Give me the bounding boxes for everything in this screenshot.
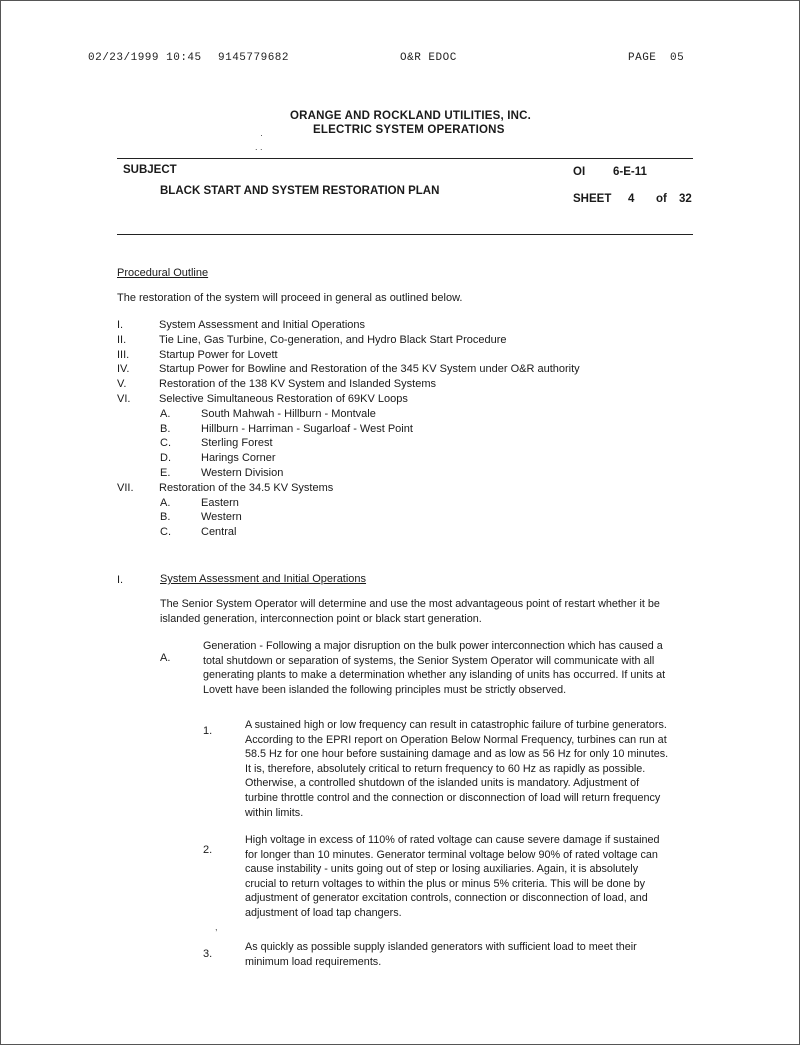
subitem-2-paragraph <box>245 833 660 921</box>
outline-item-text: Western Division <box>201 467 284 479</box>
subitem-3-number: 3. <box>203 948 213 960</box>
outline-intro: The restoration of the system will proceed in general as outlined below. <box>117 292 463 304</box>
subitem-1-paragraph <box>245 718 668 820</box>
subitem-2-number: 2. <box>203 844 213 856</box>
subitem-3-paragraph <box>245 940 637 969</box>
paragraph-line: High voltage in excess of 110% of rated voltage can cause severe damage if sustained <box>245 834 660 846</box>
paragraph-line: minimum load requirements. <box>245 955 382 968</box>
outline-item-text: Hillburn - Harriman - Sugarloaf - West Point <box>201 422 413 435</box>
paragraph-line: 58.5 Hz for one hour before sustaining damage and as low as 56 Hz for only 10 minutes. <box>245 748 669 761</box>
outline-item-number: C. <box>160 437 171 450</box>
fax-page-label: PAGE <box>628 52 657 64</box>
sheet-number: 4 <box>628 193 635 205</box>
outline-item-number: VI. <box>117 393 131 405</box>
paragraph-line: islanded generation, interconnection point or black start generation. <box>160 612 482 625</box>
scan-speck: , <box>215 922 218 932</box>
section-heading: System Assessment and Initial Operations <box>160 573 367 585</box>
scan-speck: . . <box>255 142 263 152</box>
outline-item-text: Startup Power for Bowline and Restoration of the 345 KV System under O&R authority <box>159 363 580 376</box>
paragraph-line: for longer than 10 minutes. Generator terminal voltage below 90% of rated voltage can <box>245 848 658 861</box>
outline-item-number: A. <box>160 407 171 420</box>
outline-item-number: III. <box>117 348 130 361</box>
outline-item-text: Restoration of the 34.5 KV Systems <box>159 481 334 494</box>
section-number: I. <box>117 574 124 586</box>
outline-item-text: Eastern <box>201 496 239 509</box>
paragraph-line: As quickly as possible supply islanded generators with sufficient load to meet their <box>245 941 637 953</box>
outline-item-number: A. <box>160 496 171 509</box>
subject-label: SUBJECT <box>123 164 177 176</box>
section-intro-paragraph <box>160 597 660 626</box>
paragraph-line: cause instability - units going out of step or losing auxiliaries. Again, it is absolutely <box>245 863 639 876</box>
outline-item-text: Sterling Forest <box>201 437 273 450</box>
outline-item-number: D. <box>160 452 171 465</box>
header-top-rule <box>117 158 693 159</box>
fax-page-number: 05 <box>670 52 685 64</box>
doc-code-label: OI <box>573 166 586 178</box>
outline-item-text: Western <box>201 511 242 524</box>
outline-item-text: Tie Line, Gas Turbine, Co-generation, and Hydro Black Start Procedure <box>159 333 507 346</box>
outline-item-number: B. <box>160 422 171 435</box>
paragraph-line: crucial to return voltages to within the plus or minus 5% criteria. This will be done by <box>245 877 646 890</box>
company-name: ORANGE AND ROCKLAND UTILITIES, INC. <box>290 110 532 122</box>
paragraph-line: generating plants to make a determination whether any islanding of units has occurred. If units at <box>203 669 666 682</box>
subject-title: BLACK START AND SYSTEM RESTORATION PLAN <box>160 185 440 197</box>
outline-item-number: C. <box>160 526 171 539</box>
paragraph-line: turbine throttle control and the connection or disconnection of load will return frequency <box>245 791 661 804</box>
outline-item-text: Harings Corner <box>201 452 276 465</box>
paragraph-line: Generation - Following a major disruption on the bulk power interconnection which has caused a <box>203 640 663 652</box>
paragraph-line: Lovett have been islanded the following principles must be strictly observed. <box>203 683 567 696</box>
outline-item-text: Selective Simultaneous Restoration of 69KV Loops <box>159 393 408 405</box>
fax-number: 9145779682 <box>218 52 290 64</box>
paragraph-line: A sustained high or low frequency can result in catastrophic failure of turbine generators. <box>245 719 667 731</box>
outline-item-number: VII. <box>117 481 134 494</box>
fax-datetime: 02/23/1999 10:45 <box>88 52 202 64</box>
paragraph-line: total shutdown or separation of systems, the Senior System Operator will communicate with all <box>203 654 655 667</box>
outline-item-number: B. <box>160 511 171 524</box>
sheet-of: of <box>656 193 667 205</box>
scan-speck: · <box>260 130 263 140</box>
paragraph-line: within limits. <box>245 806 304 819</box>
item-a-number: A. <box>160 652 171 664</box>
fax-sender: O&R EDOC <box>400 52 457 64</box>
paragraph-line: According to the EPRI report on Operation Below Normal Frequency, turbines can run at <box>245 733 667 746</box>
outline-item-number: V. <box>117 378 127 391</box>
outline-item-text: Startup Power for Lovett <box>159 348 278 361</box>
outline-item-number: IV. <box>117 363 130 376</box>
paragraph-line: The Senior System Operator will determine and use the most advantageous point of restart whether it be <box>160 598 660 610</box>
sheet-label: SHEET <box>573 193 612 205</box>
outline-item-text: Central <box>201 526 237 539</box>
outline-item-text: Restoration of the 138 KV System and Islanded Systems <box>159 378 436 391</box>
paragraph-line: adjustment of generator excitation controls, connection or disconnection of load, and <box>245 892 648 905</box>
outline-item-text: System Assessment and Initial Operations <box>159 319 366 331</box>
paragraph-line: Otherwise, a controlled shutdown of the islanded units is mandatory. Adjustment of <box>245 777 640 790</box>
sheet-total: 32 <box>679 193 692 205</box>
outline-item-number: E. <box>160 467 171 479</box>
outline-item-number: I. <box>117 319 124 331</box>
department-name: ELECTRIC SYSTEM OPERATIONS <box>313 124 505 136</box>
outline-item-text: South Mahwah - Hillburn - Montvale <box>201 407 376 420</box>
subitem-1-number: 1. <box>203 725 213 737</box>
outline-heading: Procedural Outline <box>117 267 209 279</box>
doc-code: 6-E-11 <box>613 166 647 178</box>
paragraph-line: adjustment of load tap changers. <box>245 906 402 919</box>
paragraph-line: It is, therefore, absolutely critical to return frequency to 60 Hz as rapidly as possible. <box>245 762 646 775</box>
header-bottom-rule <box>117 234 693 235</box>
item-a-paragraph <box>203 639 665 697</box>
outline-item-number: II. <box>117 333 127 346</box>
